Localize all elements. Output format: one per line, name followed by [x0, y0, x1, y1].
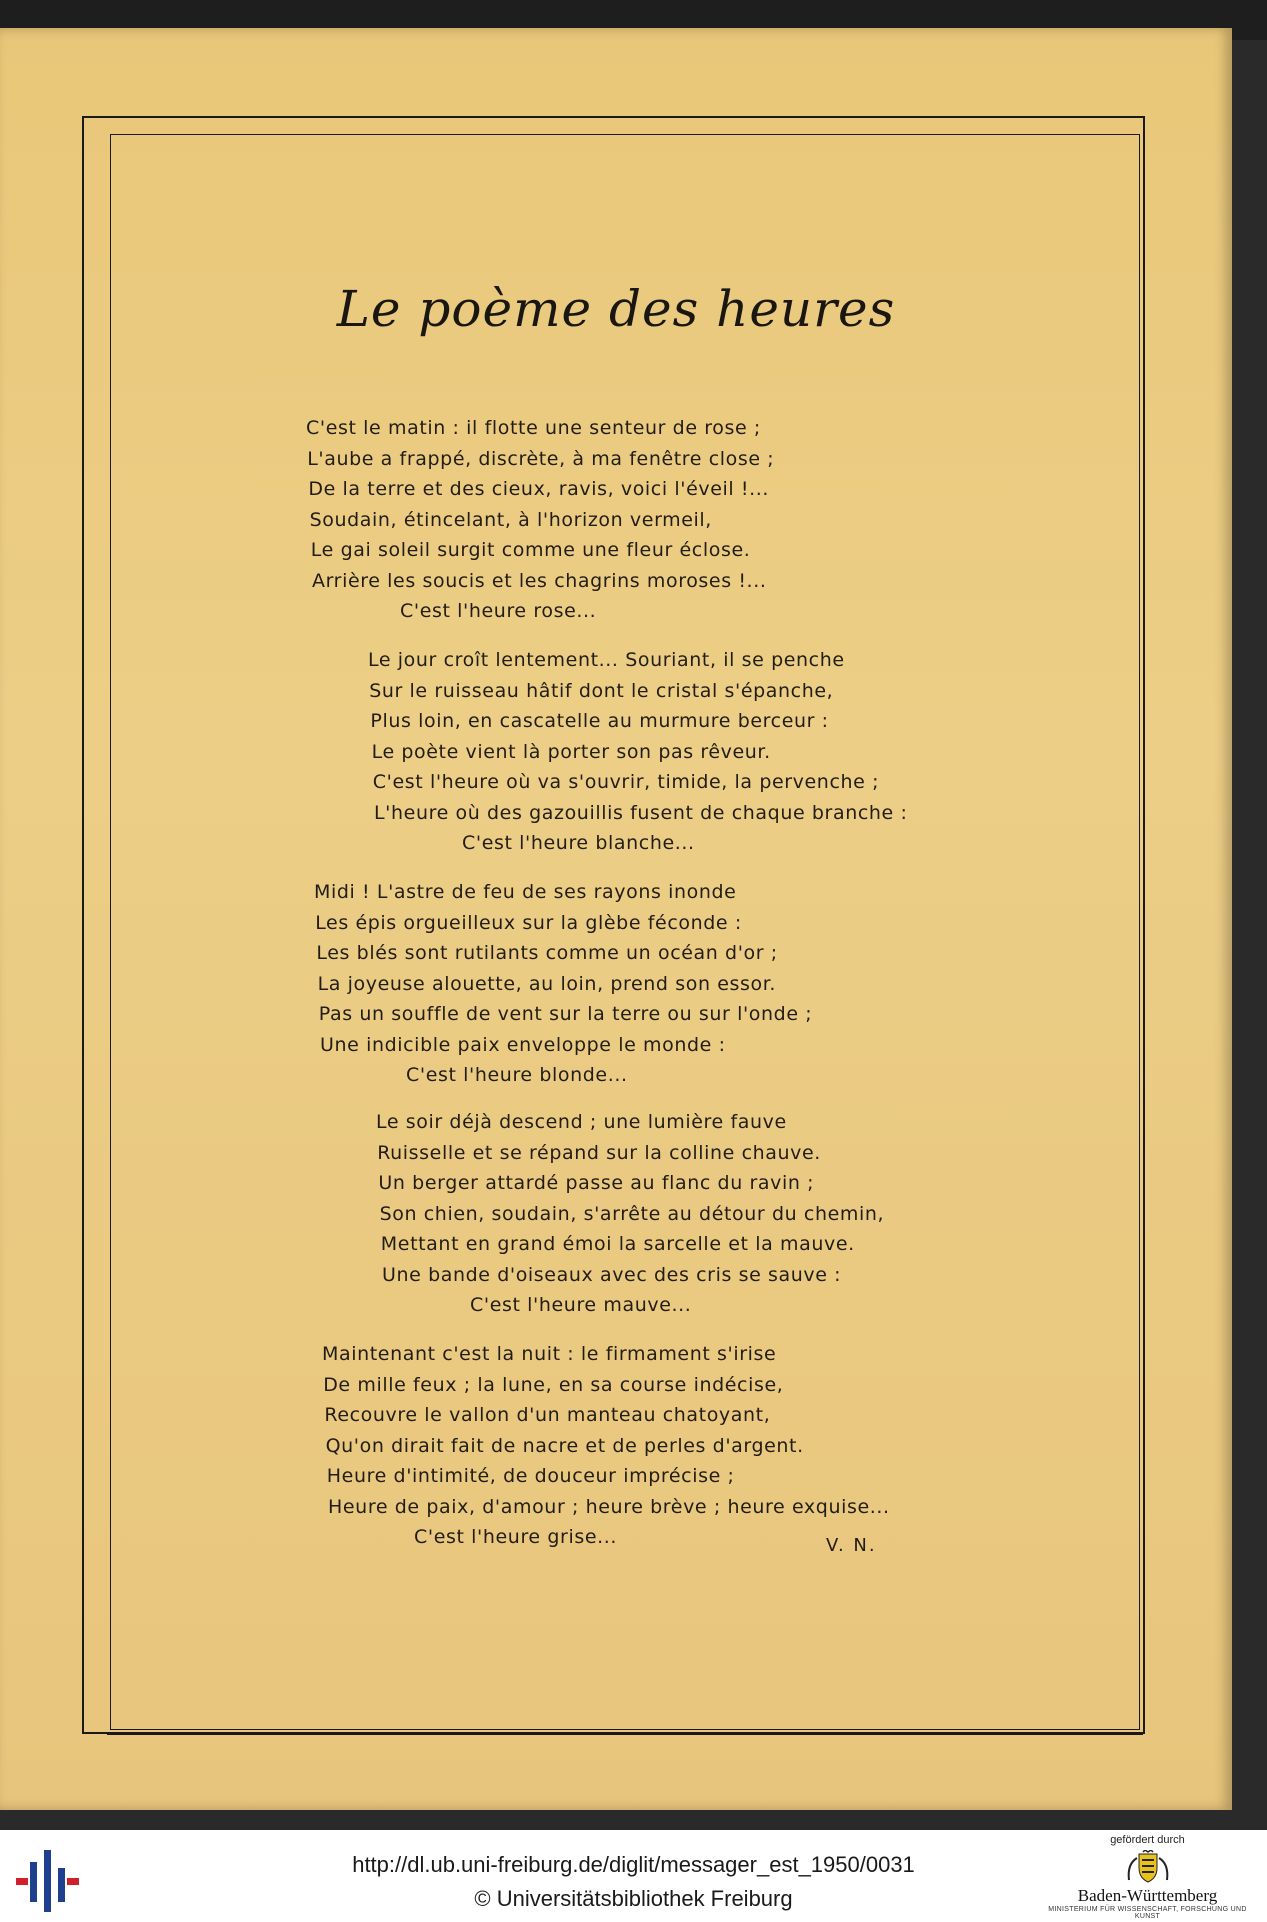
poem-line: Ruisselle et se répand sur la colline chauve. — [377, 1141, 821, 1164]
poem-line: Une bande d'oiseaux avec des cris se sauve : — [382, 1263, 842, 1286]
coat-of-arms-icon — [1125, 1850, 1171, 1884]
document-url-link[interactable]: http://dl.ub.uni-freiburg.de/diglit/messager_est_1950/0031 — [352, 1852, 915, 1877]
poem-line: Un berger attardé passe au flanc du ravin ; — [378, 1172, 815, 1194]
poem-line: Le gai soleil surgit comme une fleur éclose. — [310, 539, 751, 561]
poem-line: Arrière les soucis et les chagrins moroses !... — [312, 569, 767, 592]
poem-refrain: C'est l'heure rose... — [400, 600, 597, 622]
poem-line: C'est l'heure où va s'ouvrir, timide, la pervenche ; — [372, 771, 880, 793]
poem-line: Recouvre le vallon d'un manteau chatoyant, — [324, 1404, 771, 1426]
sponsor-block — [1035, 1834, 1260, 1920]
sponsor-label: gefördert durch — [1110, 1834, 1185, 1846]
poem-line: Les épis orgueilleux sur la glèbe féconde : — [315, 911, 742, 934]
copyright-notice: © Universitätsbibliothek Freiburg — [474, 1886, 793, 1911]
poem-line: Son chien, soudain, s'arrête au détour du chemin, — [379, 1202, 885, 1225]
poem-line: L'aube a frappé, discrète, à ma fenêtre close ; — [307, 447, 775, 470]
poem-refrain: C'est l'heure blanche... — [462, 832, 695, 854]
poem-refrain: C'est l'heure mauve... — [470, 1294, 692, 1316]
poem-line: La joyeuse alouette, au loin, prend son essor. — [317, 972, 777, 995]
sponsor-ministry: MINISTERIUM FÜR WISSENSCHAFT, FORSCHUNG UND KUNST — [1048, 1906, 1247, 1920]
poem-line: De la terre et des cieux, ravis, voici l'éveil !... — [308, 478, 770, 500]
poem-line: Le soir déjà descend ; une lumière fauve — [376, 1111, 787, 1133]
poem-line: Les blés sont rutilants comme un océan d'or ; — [316, 942, 778, 964]
poem-line: De mille feux ; la lune, en sa course indécise, — [323, 1373, 784, 1396]
poem-line: C'est le matin : il flotte une senteur de rose ; — [306, 417, 761, 439]
poem-line: Qu'on dirait fait de nacre et de perles d'argent. — [325, 1434, 804, 1457]
poem-line: Maintenant c'est la nuit : le firmament s'irise — [322, 1343, 777, 1365]
poem-refrain: C'est l'heure grise... — [414, 1526, 618, 1548]
poem-line: Sur le ruisseau hâtif dont le cristal s'épanche, — [369, 679, 834, 702]
poem-refrain: C'est l'heure blonde... — [406, 1064, 628, 1086]
poem-line: Une indicible paix enveloppe le monde : — [320, 1033, 726, 1056]
poem-line: Heure de paix, d'amour ; heure brève ; heure exquise... — [328, 1495, 890, 1518]
sponsor-name: Baden-Württemberg — [1077, 1886, 1218, 1905]
poem-line: Plus loin, en cascatelle au murmure berceur : — [370, 710, 829, 732]
document-page — [0, 28, 1232, 1810]
poem-line: Heure d'intimité, de douceur imprécise ; — [326, 1465, 735, 1487]
poem-line: Mettant en grand émoi la sarcelle et la mauve. — [380, 1233, 855, 1255]
poem-line: Pas un souffle de vent sur la terre ou sur l'onde ; — [318, 1003, 813, 1025]
poem-title: Le poème des heures — [336, 280, 896, 338]
library-footer — [0, 1830, 1267, 1922]
poem-line: L'heure où des gazouillis fusent de chaque branche : — [374, 801, 908, 824]
poem-line: Le poète vient là porter son pas rêveur. — [371, 740, 771, 763]
poem-line: Soudain, étincelant, à l'horizon vermeil, — [309, 508, 712, 531]
poem-line: Le jour croît lentement... Souriant, il se penche — [368, 649, 845, 671]
poem-body — [0, 28, 1232, 1810]
poem-line: Midi ! L'astre de feu de ses rayons inonde — [314, 881, 737, 903]
poem-signature: V. N. — [826, 1535, 877, 1556]
